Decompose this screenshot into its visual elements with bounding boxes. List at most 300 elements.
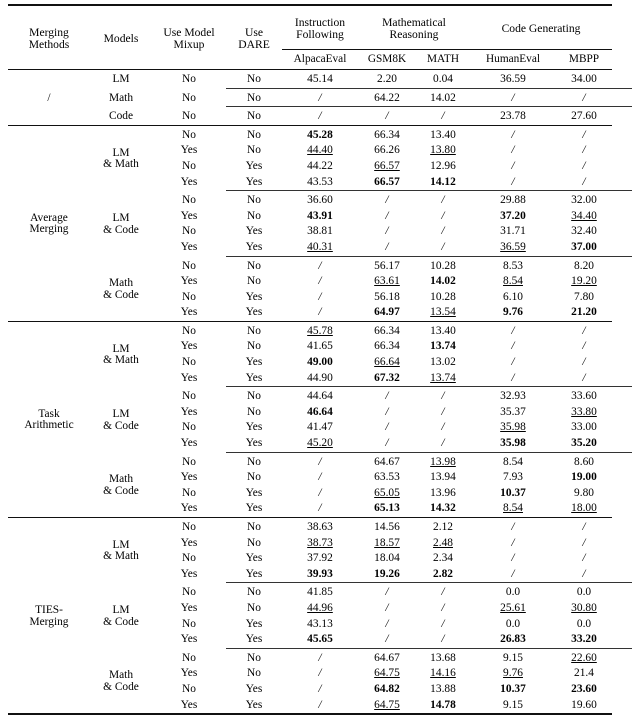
cell-alpacaeval <box>282 159 358 175</box>
metric-value: 0.0 <box>505 617 521 630</box>
cell-use-dare: No <box>247 536 261 549</box>
cell-alpacaeval <box>282 567 358 583</box>
header-sub-gsm8k: GSM8K <box>367 52 407 65</box>
cell-mbpp <box>556 632 612 648</box>
metric-value: / <box>582 324 586 337</box>
cell-use-dare: Yes <box>245 240 263 253</box>
metric-value: 13.96 <box>430 486 456 499</box>
cell-use-model-mixup: No <box>182 259 196 272</box>
models-line-2: & Code <box>103 680 139 693</box>
cell-gsm8k <box>358 259 416 275</box>
metric-value: / <box>385 421 389 434</box>
metric-value: 13.40 <box>430 128 456 141</box>
cell-use-dare: No <box>247 128 261 141</box>
metric-value: 43.13 <box>307 617 333 630</box>
cell-use-model-mixup: No <box>182 521 196 534</box>
cell-alpacaeval <box>282 305 358 321</box>
metric-value: 64.22 <box>374 91 400 104</box>
metric-value: 34.00 <box>571 72 597 85</box>
cell-use-dare: No <box>247 521 261 534</box>
metric-value: 32.93 <box>500 390 526 403</box>
table-bottom-rule <box>8 714 632 718</box>
cell-mbpp <box>556 682 612 698</box>
metric-value: / <box>385 633 389 646</box>
cell-alpacaeval <box>282 109 358 125</box>
cell-alpacaeval <box>282 128 358 144</box>
cell-use-model-mixup: No <box>182 617 196 630</box>
metric-value: 35.20 <box>571 437 597 450</box>
metric-value: 21.20 <box>571 306 597 319</box>
cell-gsm8k <box>358 455 416 471</box>
cell-mbpp <box>556 159 612 175</box>
cell-alpacaeval <box>282 617 358 633</box>
metric-value: 35.98 <box>500 437 526 450</box>
cell-math <box>416 274 470 290</box>
cell-use-model-mixup: No <box>182 159 196 172</box>
cell-alpacaeval <box>282 420 358 436</box>
metric-value: / <box>441 405 445 418</box>
cell-use-model-mixup: Yes <box>180 275 198 288</box>
cell-use-dare: No <box>247 209 261 222</box>
metric-value: / <box>441 633 445 646</box>
cell-alpacaeval <box>282 536 358 552</box>
metric-value: / <box>385 209 389 222</box>
cell-use-dare: No <box>247 194 261 207</box>
cell-math <box>416 520 470 536</box>
cell-alpacaeval <box>282 240 358 256</box>
cell-alpacaeval <box>282 259 358 275</box>
metric-value: 31.71 <box>500 225 526 238</box>
cell-use-model-mixup: No <box>182 290 196 303</box>
cell-gsm8k <box>358 682 416 698</box>
cell-humaneval <box>470 128 556 144</box>
cell-use-dare: No <box>247 72 261 85</box>
models-line-1: Code <box>108 110 134 123</box>
metric-value: / <box>511 128 515 141</box>
cell-use-model-mixup: No <box>182 194 196 207</box>
cell-math <box>416 91 470 107</box>
rule-cell <box>8 714 612 718</box>
metric-value: / <box>582 552 586 565</box>
models-label <box>90 109 152 125</box>
metric-value: / <box>582 567 586 580</box>
cell-alpacaeval <box>282 405 358 421</box>
cell-humaneval <box>470 389 556 405</box>
cell-use-model-mixup: Yes <box>180 340 198 353</box>
cell-alpacaeval <box>282 72 358 88</box>
metric-value: / <box>385 405 389 418</box>
header-use-dare <box>226 9 282 70</box>
metric-value: 37.92 <box>307 552 333 565</box>
metric-value: / <box>511 521 515 534</box>
cell-humaneval <box>470 698 556 715</box>
cell-mbpp <box>556 340 612 356</box>
cell-math <box>416 405 470 421</box>
metric-value: / <box>582 175 586 188</box>
cell-gsm8k <box>358 698 416 715</box>
cell-use-dare: No <box>247 390 261 403</box>
cell-gsm8k <box>358 470 416 486</box>
metric-value: 38.81 <box>307 225 333 238</box>
cell-gsm8k <box>358 72 416 88</box>
models-label <box>90 259 152 322</box>
cell-alpacaeval <box>282 501 358 517</box>
models-line-1: Math <box>108 669 134 682</box>
cell-mbpp <box>556 128 612 144</box>
metric-value: 13.74 <box>430 371 456 384</box>
metric-value: 32.00 <box>571 194 597 207</box>
cell-humaneval <box>470 159 556 175</box>
metric-value: / <box>385 110 389 123</box>
header-group-code-generating <box>470 9 612 50</box>
cell-use-dare: No <box>247 275 261 288</box>
cell-gsm8k <box>358 520 416 536</box>
header-merging-methods-line-2: Methods <box>28 38 70 51</box>
cell-mbpp <box>556 193 612 209</box>
models-line-1: Math <box>108 473 134 486</box>
metric-value: 65.05 <box>374 486 400 499</box>
metric-value: 14.32 <box>430 502 456 515</box>
metric-value: / <box>318 455 322 468</box>
metric-value: 36.60 <box>307 194 333 207</box>
cell-gsm8k <box>358 486 416 502</box>
metric-value: 8.20 <box>574 259 594 272</box>
cell-gsm8k <box>358 551 416 567</box>
header-group-mathematical-reasoning-line-2: Reasoning <box>389 28 439 41</box>
table-row <box>8 585 632 601</box>
cell-gsm8k <box>358 567 416 583</box>
cell-mbpp <box>556 259 612 275</box>
cell-use-dare: No <box>247 455 261 468</box>
cell-gsm8k <box>358 355 416 371</box>
cell-humaneval <box>470 436 556 452</box>
metric-value: 66.57 <box>374 175 400 188</box>
metric-value: / <box>385 617 389 630</box>
metric-value: / <box>511 159 515 172</box>
metric-value: / <box>318 651 322 664</box>
models-line-2: & Code <box>103 419 139 432</box>
metric-value: / <box>441 421 445 434</box>
cell-use-model-mixup: No <box>182 73 196 86</box>
metric-value: 37.00 <box>571 240 597 253</box>
metric-value: 45.20 <box>307 437 333 450</box>
metric-value: / <box>318 290 322 303</box>
cell-use-dare: No <box>247 601 261 614</box>
cell-mbpp <box>556 274 612 290</box>
metric-value: 0.0 <box>505 586 521 599</box>
metric-value: 44.22 <box>307 159 333 172</box>
metric-value: / <box>441 617 445 630</box>
metric-value: 46.64 <box>307 405 333 418</box>
cell-mbpp <box>556 72 612 88</box>
cell-humaneval <box>470 324 556 340</box>
cell-humaneval <box>470 567 556 583</box>
metric-value: / <box>582 371 586 384</box>
cell-mbpp <box>556 371 612 387</box>
cell-mbpp <box>556 240 612 256</box>
cell-use-dare: No <box>247 651 261 664</box>
metric-value: 14.02 <box>430 275 456 288</box>
cell-alpacaeval <box>282 175 358 191</box>
cell-mbpp <box>556 536 612 552</box>
metric-value: 0.0 <box>576 617 592 630</box>
metric-value: 43.91 <box>307 209 333 222</box>
cell-math <box>416 371 470 387</box>
cell-alpacaeval <box>282 632 358 648</box>
metric-value: 9.76 <box>503 306 523 319</box>
cell-math <box>416 501 470 517</box>
cell-gsm8k <box>358 371 416 387</box>
metric-value: 64.75 <box>374 667 400 680</box>
metric-value: 66.26 <box>374 144 400 157</box>
models-label <box>90 520 152 583</box>
cell-mbpp <box>556 651 612 667</box>
metric-value: 19.20 <box>571 275 597 288</box>
cell-math <box>416 72 470 88</box>
table-row <box>8 324 632 340</box>
models-line-1: LM <box>112 408 130 421</box>
metric-value: 65.13 <box>374 502 400 515</box>
cell-gsm8k <box>358 585 416 601</box>
cell-mbpp <box>556 420 612 436</box>
cell-use-dare: Yes <box>245 306 263 319</box>
metric-value: 41.65 <box>307 340 333 353</box>
metric-value: / <box>582 340 586 353</box>
metric-value: / <box>511 356 515 369</box>
metric-value: 32.40 <box>571 225 597 238</box>
cell-gsm8k <box>358 501 416 517</box>
cell-gsm8k <box>358 305 416 321</box>
cell-gsm8k <box>358 420 416 436</box>
cell-humaneval <box>470 72 556 88</box>
metric-value: 14.12 <box>430 175 456 188</box>
metric-value: 30.80 <box>571 601 597 614</box>
metric-value: / <box>318 667 322 680</box>
header-models <box>90 9 152 70</box>
cell-gsm8k <box>358 617 416 633</box>
metric-value: 19.60 <box>571 698 597 711</box>
cell-use-dare: Yes <box>245 486 263 499</box>
cell-humaneval <box>470 536 556 552</box>
metric-value: 45.28 <box>307 128 333 141</box>
metric-value: 2.12 <box>433 521 453 534</box>
cell-math <box>416 128 470 144</box>
merging-results-table <box>8 4 632 718</box>
cell-math <box>416 617 470 633</box>
table-row <box>8 455 632 471</box>
cell-mbpp <box>556 290 612 306</box>
metric-value: / <box>385 240 389 253</box>
cell-use-model-mixup: Yes <box>180 306 198 319</box>
metric-value: 44.90 <box>307 371 333 384</box>
metric-value: 9.80 <box>574 486 594 499</box>
header-use-model-mixup-line-2: Mixup <box>173 38 205 51</box>
cell-humaneval <box>470 290 556 306</box>
cell-use-dare: Yes <box>245 698 263 711</box>
metric-value: 18.00 <box>571 502 597 515</box>
metric-value: 8.60 <box>574 455 594 468</box>
cell-alpacaeval <box>282 209 358 225</box>
cell-alpacaeval <box>282 340 358 356</box>
cell-gsm8k <box>358 389 416 405</box>
metric-value: 0.0 <box>576 586 592 599</box>
cell-humaneval <box>470 109 556 125</box>
cell-math <box>416 355 470 371</box>
cell-math <box>416 698 470 715</box>
models-label <box>90 455 152 518</box>
cell-gsm8k <box>358 632 416 648</box>
metric-value: 14.16 <box>430 667 456 680</box>
metric-value: / <box>385 194 389 207</box>
metric-value: 10.28 <box>430 259 456 272</box>
cell-humaneval <box>470 209 556 225</box>
cell-math <box>416 486 470 502</box>
cell-gsm8k <box>358 91 416 107</box>
cell-gsm8k <box>358 193 416 209</box>
cell-humaneval <box>470 259 556 275</box>
metric-value: 13.94 <box>430 471 456 484</box>
cell-math <box>416 159 470 175</box>
metric-value: 49.00 <box>307 356 333 369</box>
table-row <box>8 91 632 107</box>
cell-use-model-mixup: No <box>182 586 196 599</box>
cell-humaneval <box>470 371 556 387</box>
metric-value: 39.93 <box>307 567 333 580</box>
metric-value: 2.34 <box>433 552 453 565</box>
metric-value: 14.02 <box>430 91 456 104</box>
cell-use-dare: No <box>247 667 261 680</box>
metric-value: / <box>582 536 586 549</box>
header-sub-math: MATH <box>426 52 459 65</box>
cell-use-model-mixup: No <box>182 91 196 104</box>
header-row-main <box>8 9 632 50</box>
metric-value: 2.48 <box>433 536 453 549</box>
header-use-model-mixup-line-1: Use Model <box>163 26 215 40</box>
cell-use-dare: No <box>247 471 261 484</box>
table-row <box>8 259 632 275</box>
metric-value: / <box>385 390 389 403</box>
metric-value: 64.67 <box>374 455 400 468</box>
cell-use-dare: No <box>247 586 261 599</box>
cell-gsm8k <box>358 143 416 159</box>
cell-use-model-mixup: No <box>182 552 196 565</box>
cell-math <box>416 340 470 356</box>
cell-mbpp <box>556 91 612 107</box>
metric-value: / <box>511 567 515 580</box>
merging-method-label <box>8 520 90 714</box>
models-line-2: & Code <box>103 223 139 236</box>
cell-use-model-mixup: Yes <box>180 502 198 515</box>
cell-gsm8k <box>358 274 416 290</box>
cell-math <box>416 224 470 240</box>
models-line-1: Math <box>108 277 134 290</box>
cell-use-model-mixup: Yes <box>180 471 198 484</box>
cell-alpacaeval <box>282 91 358 107</box>
cell-humaneval <box>470 193 556 209</box>
metric-value: 67.32 <box>374 371 400 384</box>
models-label <box>90 651 152 714</box>
cell-use-dare: Yes <box>245 437 263 450</box>
metric-value: 13.54 <box>430 306 456 319</box>
cell-humaneval <box>470 501 556 517</box>
metric-value: 66.64 <box>374 356 400 369</box>
cell-gsm8k <box>358 209 416 225</box>
metric-value: / <box>385 601 389 614</box>
cell-humaneval <box>470 420 556 436</box>
metric-value: / <box>511 552 515 565</box>
cell-mbpp <box>556 224 612 240</box>
metric-value: 19.00 <box>571 471 597 484</box>
cell-gsm8k <box>358 405 416 421</box>
merging-method-line-2: Merging <box>29 223 69 236</box>
cell-math <box>416 324 470 340</box>
cell-gsm8k <box>358 436 416 452</box>
cell-use-dare: Yes <box>245 356 263 369</box>
models-label <box>90 91 152 107</box>
cell-use-dare: Yes <box>245 175 263 188</box>
metric-value: 45.65 <box>307 633 333 646</box>
header-use-model-mixup <box>152 9 226 70</box>
cell-humaneval <box>470 682 556 698</box>
metric-value: / <box>582 128 586 141</box>
cell-mbpp <box>556 520 612 536</box>
cell-alpacaeval <box>282 389 358 405</box>
cell-alpacaeval <box>282 585 358 601</box>
cell-use-model-mixup: No <box>182 324 196 337</box>
metric-value: / <box>582 159 586 172</box>
metric-value: / <box>441 225 445 238</box>
merging-method-line-2: Merging <box>29 615 69 628</box>
cell-mbpp <box>556 585 612 601</box>
table-row <box>8 520 632 536</box>
metric-value: 18.04 <box>374 552 400 565</box>
cell-humaneval <box>470 175 556 191</box>
models-line-1: LM <box>112 342 130 355</box>
cell-mbpp <box>556 501 612 517</box>
cell-mbpp <box>556 698 612 715</box>
header-group-instruction-following-line-1: Instruction <box>294 16 346 30</box>
models-label <box>90 389 152 452</box>
cell-math <box>416 290 470 306</box>
cell-alpacaeval <box>282 143 358 159</box>
models-line-2: & Math <box>103 354 139 367</box>
metric-value: / <box>318 471 322 484</box>
header-sub-humaneval: HumanEval <box>486 52 540 65</box>
cell-humaneval <box>470 520 556 536</box>
metric-value: 7.80 <box>574 290 594 303</box>
header-group-instruction-following <box>282 9 358 50</box>
metric-value: 0.04 <box>433 72 453 85</box>
metric-value: 2.82 <box>433 567 453 580</box>
metric-value: 23.78 <box>500 110 526 123</box>
cell-gsm8k <box>358 128 416 144</box>
cell-use-model-mixup: Yes <box>180 633 198 646</box>
metric-value: 9.15 <box>503 651 523 664</box>
cell-alpacaeval <box>282 436 358 452</box>
cell-mbpp <box>556 305 612 321</box>
metric-value: 33.00 <box>571 421 597 434</box>
cell-math <box>416 420 470 436</box>
metric-value: / <box>318 259 322 272</box>
cell-alpacaeval <box>282 193 358 209</box>
cell-humaneval <box>470 240 556 256</box>
header-merging-methods <box>8 9 90 70</box>
cell-humaneval <box>470 355 556 371</box>
cell-use-model-mixup: Yes <box>180 405 198 418</box>
metric-value: 64.82 <box>374 682 400 695</box>
merging-method-line-2: Arithmetic <box>24 419 74 432</box>
cell-alpacaeval <box>282 601 358 617</box>
